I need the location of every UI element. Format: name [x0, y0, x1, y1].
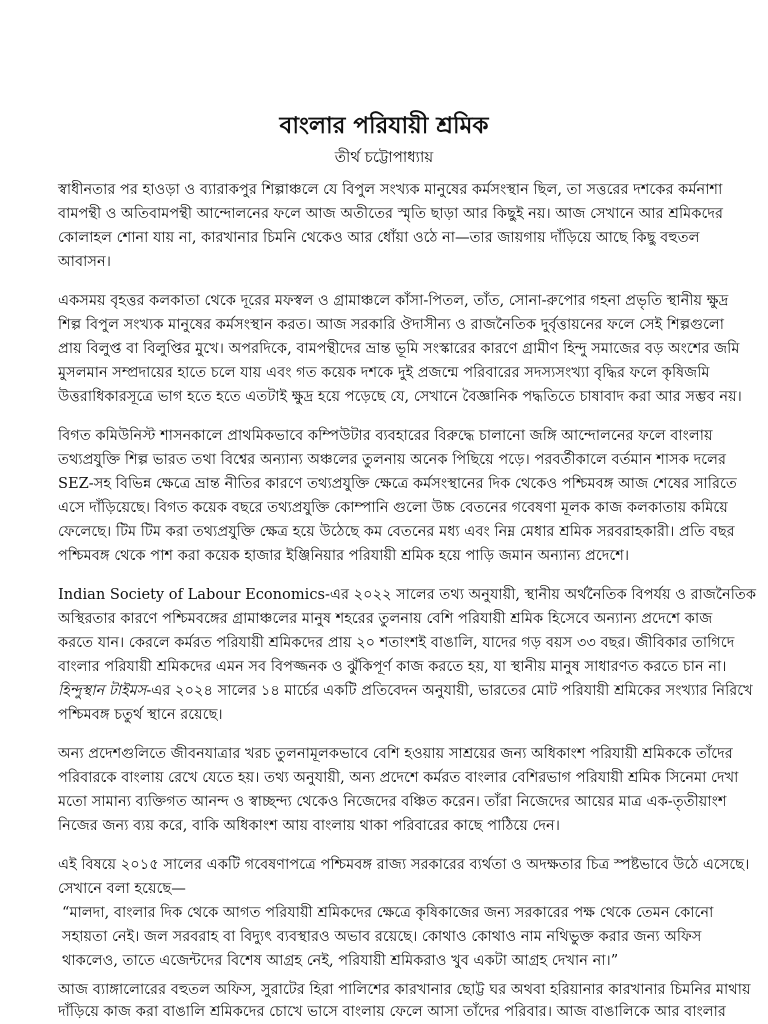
paragraph-1-line-2: বামপন্থী ও অতিবামপন্থী আন্দোলনের ফলে আজ অতীতের স্মৃতি ছাড়া আর কিছুই নয়। আজ সেখানে আর শ্রমিকদের [58, 205, 724, 222]
paragraph-2-line-3: প্রায় বিলুপ্ত বা বিলুপ্তির মুখে। অপরদিকে, বামপন্থীদের ভ্রান্ত ভূমি সংস্কারের কারণে গ্রামীণ হিন্দু সমাজের বড় অংশের জমি [58, 340, 740, 357]
paragraph-4-line-5-text: -এর ২০২৪ সালের ১৪ মার্চের একটি প্রতিবেদন অনুযায়ী, ভারতের মোট পরিযায়ী শ্রমিকের সংখ্যার নিরিখে [146, 682, 753, 699]
paragraph-3-line-6: পশ্চিমবঙ্গ থেকে পাশ করা কয়েক হাজার ইঞ্জিনিয়ার পরিযায়ী শ্রমিক হয়ে পাড়ি জমান অন্যান্য প্রদেশে। [58, 547, 630, 564]
paragraph-3-line-1: বিগত কমিউনিস্ট শাসনকালে প্রাথমিকভাবে কম্পিউটার ব্যবহারের বিরুদ্ধে চালানো জঙ্গি আন্দোলনের ফলে বাংলায় [58, 427, 713, 444]
paragraph-3-line-4: এসে দাঁড়িয়েছে। বিগত কয়েক বছরে তথ্যপ্রযুক্তি কোম্পানি গুলো উচ্চ বেতনের গবেষণা মূলক কাজ কলকাতায় কমিয়ে [58, 499, 728, 516]
paragraph-3-line-3: SEZ-সহ বিভিন্ন ক্ষেত্রে ভ্রান্ত নীতির কারণে তথ্যপ্রযুক্তি ক্ষেত্রে কর্মসংস্থানের দিক থেকেও পশ্চিমবঙ্গ আজ শেষের সারিতে [58, 475, 737, 492]
paragraph-2-line-1: একসময় বৃহত্তর কলকাতা থেকে দূরের মফস্বল ও গ্রামাঞ্চলে কাঁসা-পিতল, তাঁত, সোনা-রুপোর গহনা প্রভৃতি স্থানীয় ক্ষুদ্র [58, 292, 729, 309]
newspaper-name: হিন্দুস্থান টাইমস [58, 682, 147, 699]
paragraph-4-line-3: করতে যান। কেরলে কর্মরত পরিযায়ী শ্রমিকদের প্রায় ২০ শতাংশই বাঙালি, যাদের গড় বয়স ৩৩ বছর। জীবিকার তাগিদে [58, 634, 735, 651]
paragraph-5-line-3: মতো সামান্য ব্যক্তিগত আনন্দ ও স্বাচ্ছন্দ্য থেকেও নিজেদের বঞ্চিত করেন। তাঁরা নিজেদের আয়ের মাত্র এক-তৃতীয়াংশ [58, 793, 727, 810]
paragraph-4-line-6: পশ্চিমবঙ্গ চতুর্থ স্থানে রয়েছে। [58, 706, 223, 723]
paragraph-7-line-1: আজ ব্যাঙ্গালোরের বহুতল অফিস, সুরাটের হিরা পালিশের কারখানার ছোট্ট ঘর অথবা হরিয়ানার কারখানার চিমনির মাথায় [58, 981, 751, 998]
paragraph-6-line-1: এই বিষয়ে ২০১৫ সালের একটি গবেষণাপত্রে পশ্চিমবঙ্গ রাজ্য সরকারের ব্যর্থতা ও অদক্ষতার চিত্র স্পষ্টভাবে উঠে এসেছে। [58, 856, 750, 873]
quote-line-2: সহায়তা নেই। জল সরবরাহ বা বিদ্যুৎ ব্যবস্থারও অভাব রয়েছে। কোথাও কোথাও নাম নথিভুক্ত করার জন্য অফিস [62, 928, 702, 945]
paragraph-3-line-5: ফেলেছে। টিম টিম করা তথ্যপ্রযুক্তি ক্ষেত্র হয়ে উঠেছে কম বেতনের মধ্য এবং নিম্ন মেধার শ্রমিক সরবরাহকারী। প্রতি বছর [58, 523, 735, 540]
paragraph-4-line-4: বাংলার পরিযায়ী শ্রমিকদের এমন সব বিপজ্জনক ও ঝুঁকিপূর্ণ কাজ করতে হয়, যা স্থানীয় মানুষ সাধারণত করতে চান না। [58, 658, 727, 675]
paragraph-7-line-2: দাঁড়িয়ে কাজ করা বাঙালি শ্রমিকদের চোখে ভাসে বাংলায় ফেলে আসা তাঁদের পরিবার। আজ বাঙালিকে আর বাংলার [58, 1003, 726, 1020]
quote-line-3: থাকলেও, তাতে এজেন্টদের বিশেষ আগ্রহ নেই, পরিযায়ী শ্রমিকরাও খুব একটা আগ্রহ দেখান না।” [62, 952, 619, 969]
paragraph-1-line-4: আবাসন। [58, 253, 111, 270]
paragraph-5-line-1: অন্য প্রদেশগুলিতে জীবনযাত্রার খরচ তুলনামূলকভাবে বেশি হওয়ায় সাশ্রয়ের জন্য অধিকাংশ পরিযায়ী শ্রমিককে তাঁদের [58, 745, 733, 762]
paragraph-2-line-2: শিল্প বিপুল সংখ্যক মানুষের কর্মসংস্থান করত। আজ সরকারি ঔদাসীন্য ও রাজনৈতিক দুর্বৃত্তায়নের ফলে সেই শিল্পগুলো [58, 316, 725, 333]
paragraph-1-line-1: স্বাধীনতার পর হাওড়া ও ব্যারাকপুর শিল্পাঞ্চলে যে বিপুল সংখ্যক মানুষের কর্মসংস্থান ছিল, তা সত্তরের দশকের কর্মনাশা [58, 181, 723, 198]
paragraph-5-line-4: নিজের জন্য ব্যয় করে, বাকি অধিকাংশ আয় বাংলায় থাকা পরিবারের কাছে পাঠিয়ে দেন। [58, 817, 560, 834]
document-title: বাংলার পরিযায়ী শ্রমিক [279, 112, 489, 139]
paragraph-4-line-5 [58, 679, 753, 703]
paragraph-2-line-4: মুসলমান সম্প্রদায়ের হাতে চলে যায় এবং গত কয়েক দশকে দুই প্রজন্মে পরিবারের সদস্যসংখ্যা বৃদ্ধির ফলে কৃষিজমি [58, 364, 710, 381]
author-name: তীর্থ চট্টোপাধ্যায় [334, 148, 434, 166]
paragraph-4-line-1: Indian Society of Labour Economics-এর ২০২২ সালের তথ্য অনুযায়ী, স্থানীয় অর্থনৈতিক বিপর্যয় ও রাজনৈতিক [58, 586, 757, 603]
paragraph-6-line-2: সেখানে বলা হয়েছে— [58, 880, 186, 897]
paragraph-3-line-2: তথ্যপ্রযুক্তি শিল্প ভারত তথা বিশ্বের অন্যান্য অঞ্চলের তুলনায় অনেক পিছিয়ে পড়ে। পরবর্তীকালে বর্তমান শাসক দলের [58, 451, 726, 468]
paragraph-4-line-2: অস্থিরতার কারণে পশ্চিমবঙ্গের গ্রামাঞ্চলের মানুষ শহরের তুলনায় বেশি পরিযায়ী শ্রমিক হিসেবে অন্যান্য প্রদেশে কাজ [58, 610, 713, 627]
paragraph-2-line-5: উত্তরাধিকারসূত্রে ভাগ হতে হতে এতটাই ক্ষুদ্র হয়ে পড়েছে যে, সেখানে বৈজ্ঞানিক পদ্ধতিতে চাষাবাদ করা আর সম্ভব নয়। [58, 388, 742, 405]
paragraph-1-line-3: কোলাহল শোনা যায় না, কারখানার চিমনি থেকেও আর ধোঁয়া ওঠে না—তার জায়গায় দাঁড়িয়ে আছে কিছু বহুতল [58, 229, 700, 246]
paragraph-5-line-2: পরিবারকে বাংলায় রেখে যেতে হয়। তথ্য অনুযায়ী, অন্য প্রদেশে কর্মরত বাংলার বেশিরভাগ পরিযায়ী শ্রমিক সিনেমা দেখা [58, 769, 739, 786]
quote-line-1: “মালদা, বাংলার দিক থেকে আগত পরিযায়ী শ্রমিকদের ক্ষেত্রে কৃষিকাজের জন্য সরকারের পক্ষ থেকে তেমন কোনো [62, 904, 714, 921]
